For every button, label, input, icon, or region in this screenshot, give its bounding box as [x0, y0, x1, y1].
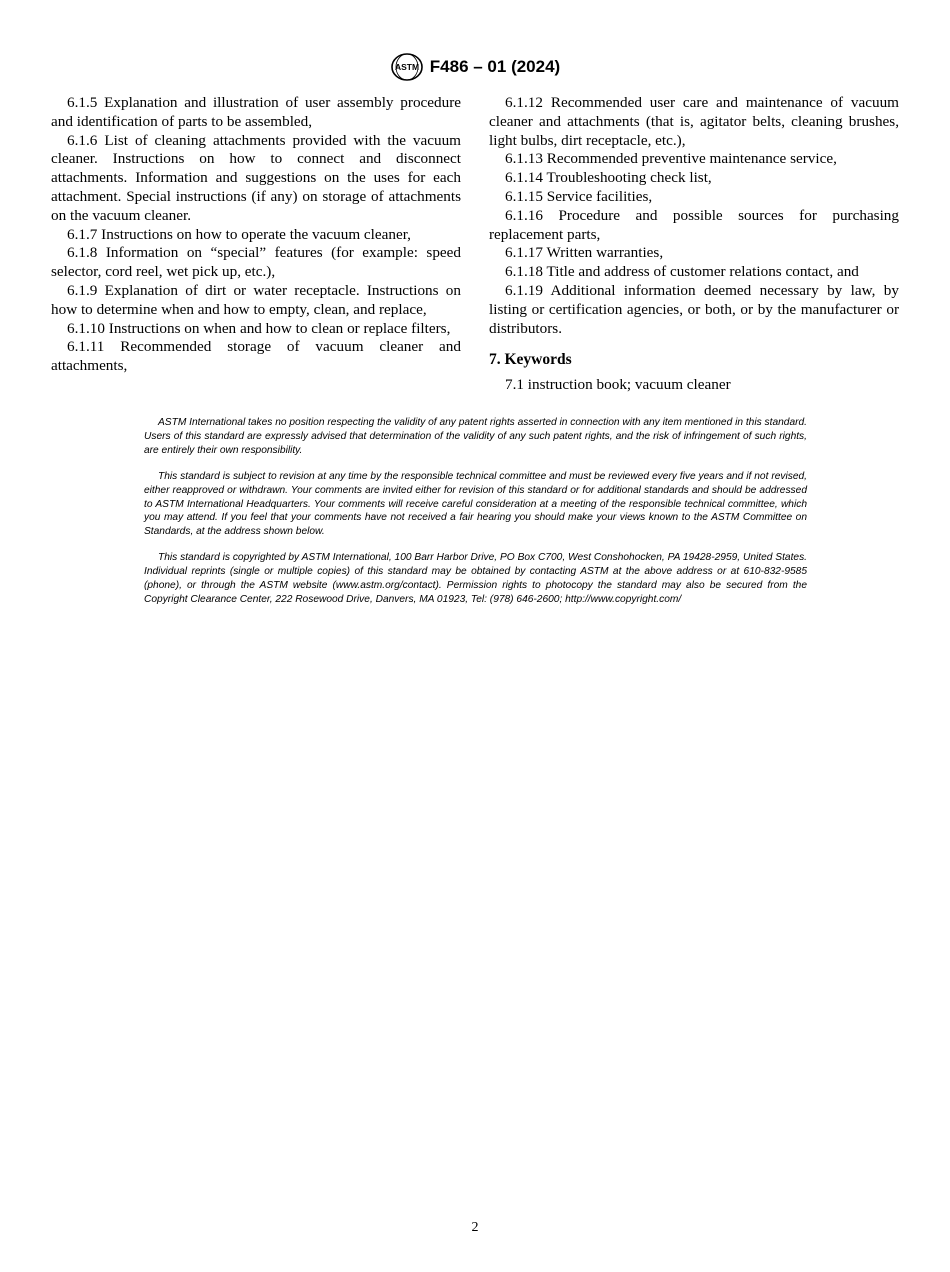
copyright-notice: This standard is copyrighted by ASTM International, 100 Barr Harbor Drive, PO Box C700, West Conshohocken, PA 19428-2959, United States. Individual reprints (single or multiple copies) of this standard may be obtained by contacting ASTM at the above address or at 610-832-9585 (phone), or through the ASTM website (www.astm.org/contact). Permission rights to photocopy the standard may also be secured from the Copyright Clearance Center, 222 Rosewood Drive, Danvers, MA 01923, Tel: (978) 646-2600; http://www.copyright.com/	[144, 552, 807, 605]
document-designation: F486 – 01 (2024)	[429, 57, 561, 76]
clause-6-1-7: 6.1.7 Instructions on how to operate the vacuum cleaner,	[67, 225, 411, 243]
clause-6-1-5: 6.1.5 Explanation and illustration of user assembly procedure and identification of parts to be assembled,	[51, 94, 461, 130]
header-inner	[390, 52, 560, 82]
clause-6-1-8: 6.1.8 Information on “special” features (for example: speed selector, cord reel, wet pick up, etc.),	[51, 244, 461, 281]
clause-6-1-13: 6.1.13 Recommended preventive maintenance service,	[505, 150, 837, 168]
clause-6-1-17: 6.1.17 Written warranties,	[505, 244, 664, 262]
logo-text: ASTM	[394, 62, 419, 72]
clause-6-1-6: 6.1.6 List of cleaning attachments provided with the vacuum cleaner. Instructions on how to connect and disconnect attachments. Information and suggestions on the uses for each attachment. Special instructions (if any) on storage of attachments on the vacuum cleaner.	[51, 131, 461, 224]
keywords-heading: 7. Keywords	[489, 351, 572, 369]
patent-notice: ASTM International takes no position respecting the validity of any patent rights asserted in connection with any item mentioned in this standard. Users of this standard are expressly advised that determination of the validity of any such patent rights, and the risk of infringement of such rights, are entirely their own responsibility.	[144, 417, 807, 456]
astm-logo-icon	[390, 52, 424, 82]
clause-6-1-16: 6.1.16 Procedure and possible sources for purchasing replacement parts,	[489, 206, 899, 243]
page-number: 2	[471, 1220, 479, 1235]
clause-6-1-18: 6.1.18 Title and address of customer relations contact, and	[505, 263, 859, 281]
clause-6-1-11: 6.1.11 Recommended storage of vacuum cleaner and attachments,	[51, 338, 461, 375]
clause-6-1-9: 6.1.9 Explanation of dirt or water receptacle. Instructions on how to determine when and how to empty, clean, and replace,	[51, 281, 461, 318]
right-column	[489, 94, 899, 395]
clause-6-1-12: 6.1.12 Recommended user care and maintenance of vacuum cleaner and attachments (that is, agitator belts, cleaning brushes, light bulbs, dirt receptacle, etc.),	[489, 94, 899, 149]
left-column	[51, 94, 461, 376]
clause-6-1-19: 6.1.19 Additional information deemed necessary by law, by listing or certification agencies, or both, or by the manufacturer or distributors.	[489, 281, 899, 337]
clause-6-1-15: 6.1.15 Service facilities,	[505, 187, 653, 205]
revision-notice: This standard is subject to revision at any time by the responsible technical committee and must be reviewed every five years and if not revised, either reapproved or withdrawn. Your comments are invited either for revision of this standard or for additional standards and should be addressed to ASTM International Headquarters. Your comments will receive careful consideration at a meeting of the responsible technical committee, which you may attend. If you feel that your comments have not received a fair hearing you should make your views known to the ASTM Committee on Standards, at the address shown below.	[144, 470, 807, 538]
clause-6-1-14: 6.1.14 Troubleshooting check list,	[505, 169, 712, 187]
clause-6-1-10: 6.1.10 Instructions on when and how to clean or replace filters,	[67, 319, 451, 337]
page-header	[0, 52, 950, 87]
keywords-text: 7.1 instruction book; vacuum cleaner	[505, 376, 731, 394]
footer-notes	[144, 416, 807, 619]
